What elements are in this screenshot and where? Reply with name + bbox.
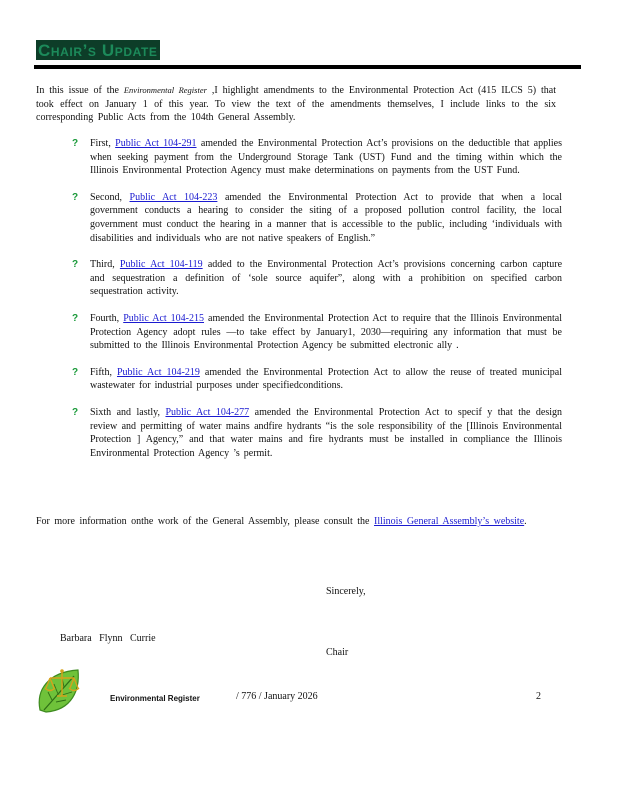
item-text: amended the Environmental Protection Act to require that the Illinois Environmental Protection Agency adopt rules —to take effect by January1, 2030—requiring any information that must be submitted to the Illinois Environmental Protection Agency be submitted electronic ally . bbox=[90, 312, 563, 352]
item-lead: Fourth, bbox=[90, 312, 120, 324]
intro-lead: In this issue of the bbox=[36, 85, 119, 96]
title-rule bbox=[34, 65, 581, 69]
public-act-link[interactable]: Public Act 104-219 bbox=[117, 366, 200, 378]
item-text: amended the Environmental Protection Act’s provisions on the deductible that applies when seeking payment from the Underground Storage Tank (UST) Fund and the timing within which the Illinois Environmental Protection Agency must make determinations on payments from the UST Fund. bbox=[90, 138, 563, 177]
item-text: added to the Environmental Protection Act’s provisions concerning carbon capture and sequestration a definition of ‘sole source aquifer”, along with a prohibition on specified carbon sequestration activity. bbox=[90, 259, 563, 298]
amendment-list bbox=[72, 137, 562, 460]
list-item bbox=[72, 366, 562, 393]
closing-sincerely: Sincerely, bbox=[326, 586, 366, 597]
item-text: amended the Environmental Protection Act to specif y that the design review and permitting of water mains andfire hydrants “is the sole responsibility of the [Illinois Environmental Protection ] Agency,” and that water mains and fire hydrants must be installed in compliance the Illinois Environmental Protection Agency ’s permit. bbox=[90, 406, 562, 459]
item-text: amended the Environmental Protection Act to allow the reuse of treated municipal wastewater for industrial purposes under specifiedconditions. bbox=[90, 366, 562, 392]
list-item bbox=[72, 258, 562, 299]
page-title: Chair’s Update bbox=[38, 41, 158, 60]
bullet-icon: ? bbox=[72, 366, 79, 378]
intro-paragraph bbox=[36, 84, 556, 125]
bullet-icon: ? bbox=[72, 312, 79, 324]
item-lead: Sixth and lastly, bbox=[90, 406, 160, 418]
public-act-link[interactable]: Public Act 104-277 bbox=[165, 406, 250, 418]
list-item bbox=[72, 312, 562, 353]
list-item bbox=[72, 406, 562, 460]
footer-publication: Environmental Register bbox=[110, 694, 200, 703]
bullet-icon: ? bbox=[72, 259, 79, 271]
page-number: 2 bbox=[536, 691, 541, 702]
item-lead: Second, bbox=[90, 191, 122, 203]
bullet-icon: ? bbox=[72, 138, 79, 149]
list-item bbox=[72, 137, 562, 178]
public-act-link[interactable]: Public Act 104-291 bbox=[115, 138, 197, 149]
signer-role: Chair bbox=[326, 647, 349, 658]
item-lead: Third, bbox=[90, 259, 115, 271]
item-text: amended the Environmental Protection Act to provide that when a local government conducts a hearing to consider the siting of a proposed pollution control facility, the local government must conduct the hearing in a manner that is accessible to the public, including ‘individuals with disabilities and individuals who are not native speakers of English.” bbox=[90, 191, 563, 244]
intro-rest: ,I highlight amendments to the Environmental Protection Act (415 ILCS 5) that took effect on January 1 of this year. To view the text of the amendments themselves, I include links to the six corresponding Public Acts from the 104th General Assembly. bbox=[36, 85, 557, 124]
public-act-link[interactable]: Public Act 104-119 bbox=[119, 259, 203, 271]
public-act-link[interactable]: Public Act 104-223 bbox=[129, 191, 218, 203]
intro-publication: Environmental Register bbox=[123, 85, 207, 95]
bullet-icon: ? bbox=[72, 191, 79, 203]
list-item bbox=[72, 191, 562, 245]
general-assembly-link[interactable]: Illinois General Assembly’s website bbox=[374, 516, 525, 527]
outro-end: . bbox=[524, 516, 527, 527]
outro-paragraph bbox=[36, 515, 558, 529]
item-lead: First, bbox=[90, 138, 111, 149]
signer-name: Barbara Flynn Currie bbox=[60, 633, 156, 644]
footer-issue: / 776 / January 2026 bbox=[236, 691, 318, 702]
public-act-link[interactable]: Public Act 104-215 bbox=[123, 312, 205, 324]
item-lead: Fifth, bbox=[90, 366, 112, 378]
outro-text: For more information onthe work of the General Assembly, please consult the bbox=[36, 516, 370, 527]
scales-leaf-logo-icon bbox=[34, 664, 88, 718]
bullet-icon: ? bbox=[72, 406, 79, 418]
